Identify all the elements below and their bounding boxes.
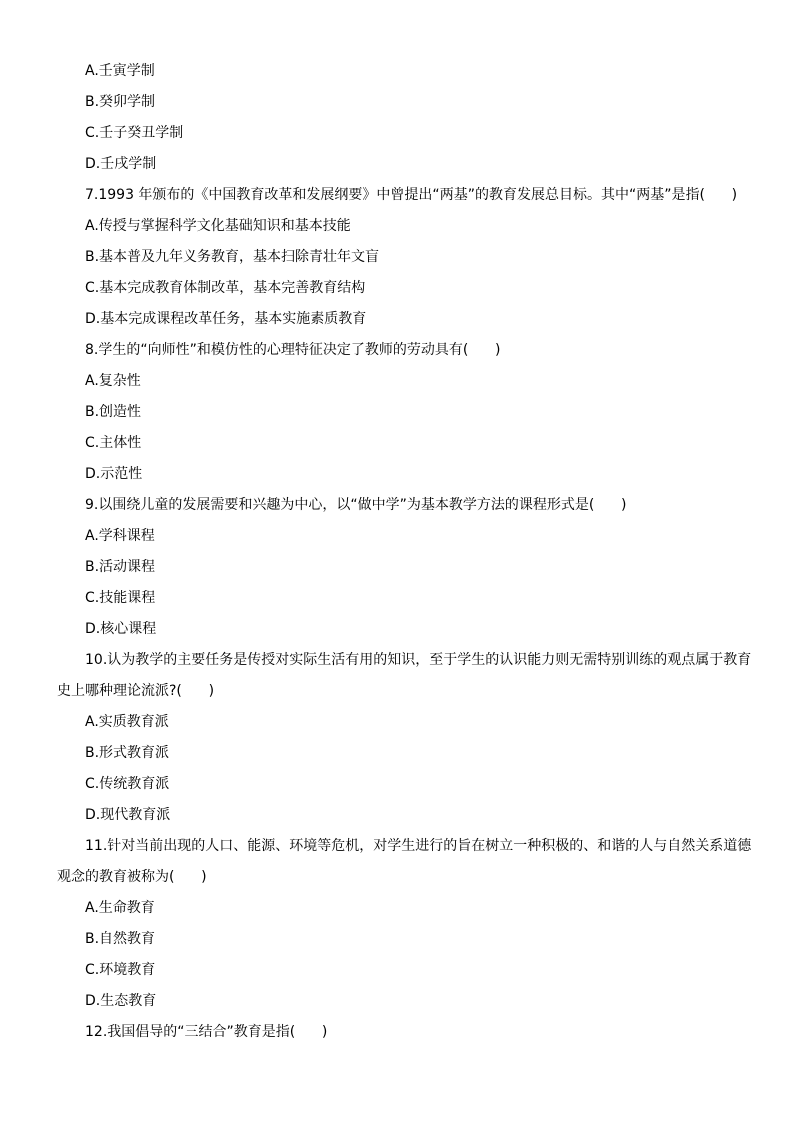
- option-line: D.现代教育派: [85, 807, 171, 823]
- option-line: A.生命教育: [85, 900, 155, 916]
- option-line: C.环境教育: [85, 962, 156, 978]
- option-line: B.癸卯学制: [85, 94, 156, 110]
- option-line: A.实质教育派: [85, 714, 169, 730]
- question-stem: 11.针对当前出现的人口、能源、环境等危机，对学生进行的旨在树立一种积极的、和谐的人与自然关系道德观念的教育被称为( ): [57, 838, 752, 885]
- option-line: A.传授与掌握科学文化基础知识和基本技能: [85, 218, 351, 234]
- question-stem: 9.以围绕儿童的发展需要和兴趣为中心，以“做中学”为基本教学方法的课程形式是( ): [85, 497, 627, 513]
- option-line: D.基本完成课程改革任务，基本实施素质教育: [85, 311, 367, 327]
- question-stem: 7.1993 年颁布的《中国教育改革和发展纲要》中曾提出“两基”的教育发展总目标。其中“两基”是指( ): [85, 187, 738, 203]
- option-line: B.活动课程: [85, 559, 156, 575]
- option-line: B.创造性: [85, 404, 142, 420]
- option-line: D.示范性: [85, 466, 143, 482]
- option-line: B.基本普及九年义务教育，基本扫除青壮年文盲: [85, 249, 380, 265]
- question-stem: 12.我国倡导的“三结合”教育是指( ): [85, 1024, 328, 1040]
- option-line: C.主体性: [85, 435, 142, 451]
- option-line: A.复杂性: [85, 373, 141, 389]
- option-line: B.自然教育: [85, 931, 156, 947]
- option-line: D.核心课程: [85, 621, 157, 637]
- question-stem: 10.认为教学的主要任务是传授对实际生活有用的知识，至于学生的认识能力则无需特别训练的观点属于教育史上哪种理论流派?( ): [57, 652, 752, 699]
- option-line: B.形式教育派: [85, 745, 170, 761]
- option-line: C.技能课程: [85, 590, 156, 606]
- option-line: D.壬戌学制: [85, 156, 157, 172]
- option-line: C.壬子癸丑学制: [85, 125, 184, 141]
- option-line: A.壬寅学制: [85, 63, 155, 79]
- option-line: A.学科课程: [85, 528, 155, 544]
- option-line: D.生态教育: [85, 993, 157, 1009]
- question-stem: 8.学生的“向师性”和模仿性的心理特征决定了教师的劳动具有( ): [85, 342, 501, 358]
- document-page: [57, 56, 763, 1048]
- option-line: C.传统教育派: [85, 776, 170, 792]
- option-line: C.基本完成教育体制改革，基本完善教育结构: [85, 280, 366, 296]
